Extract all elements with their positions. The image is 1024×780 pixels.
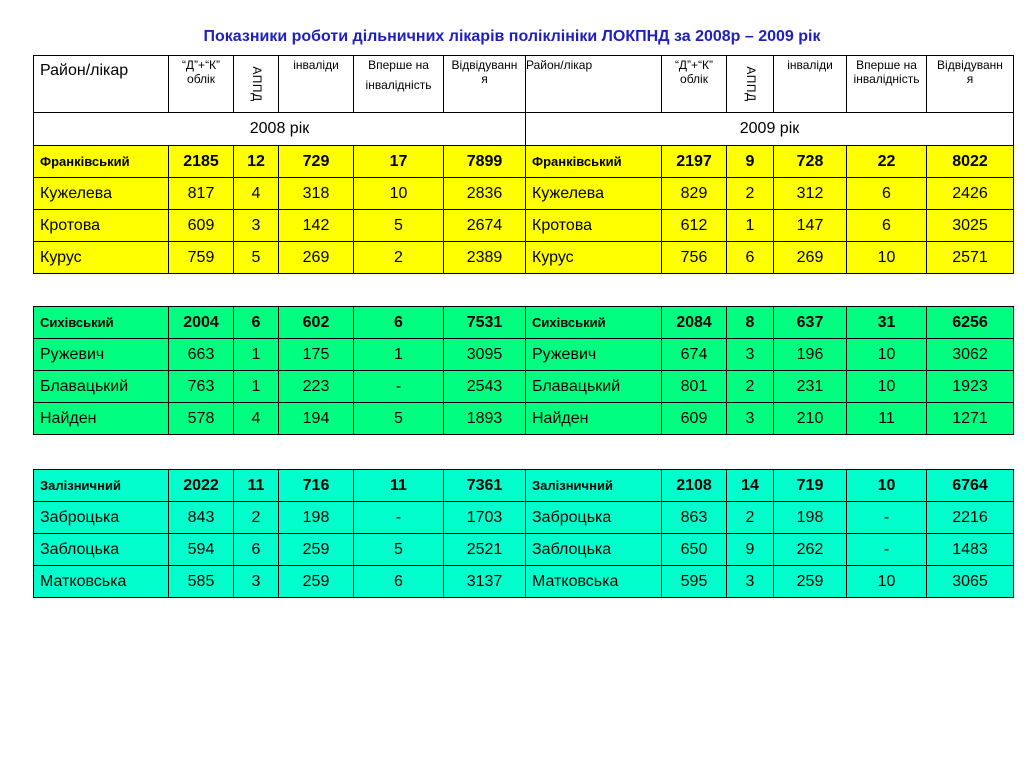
cell-value-i: 10 [847,242,927,274]
header-first-invalidity-2009: Вперше на інвалідність [847,56,927,113]
cell-value-j: 3025 [927,210,1014,242]
cell-value-c: 194 [279,403,354,435]
cell-value-j: 1271 [927,403,1014,435]
cell-value-d: 2 [354,242,444,274]
cell-value-i: 10 [847,339,927,371]
cell-value-g: 3 [727,566,774,598]
doctor-row [34,534,1014,566]
cell-value-c: 318 [279,178,354,210]
cell-value-d: 5 [354,403,444,435]
cell-name2008: Блавацький [34,371,169,403]
cell-value-d: 11 [354,470,444,502]
header-invalids-2009: інваліди [774,56,847,113]
cell-value-h: 210 [774,403,847,435]
cell-value-f: 595 [662,566,727,598]
cell-value-a: 759 [169,242,234,274]
header-district-doctor-2008: Район/лікар [34,56,169,113]
cell-value-i: 22 [847,146,927,178]
cell-value-h: 719 [774,470,847,502]
cell-value-j: 2571 [927,242,1014,274]
cell-value-c: 269 [279,242,354,274]
cell-value-b: 6 [234,534,279,566]
cell-value-d: 5 [354,210,444,242]
cell-value-g: 14 [727,470,774,502]
cell-value-b: 5 [234,242,279,274]
cell-value-b: 11 [234,470,279,502]
cell-name2008: Ружевич [34,339,169,371]
district-summary-row [34,146,1014,178]
cell-value-i: 11 [847,403,927,435]
cell-name2008: Курус [34,242,169,274]
cell-value-h: 147 [774,210,847,242]
cell-value-d: 1 [354,339,444,371]
cell-value-h: 259 [774,566,847,598]
cell-value-a: 594 [169,534,234,566]
cell-value-g: 1 [727,210,774,242]
cell-name2009: Заброцька [526,502,662,534]
cell-value-e: 7531 [444,307,526,339]
cell-value-j: 6764 [927,470,1014,502]
cell-value-j: 1483 [927,534,1014,566]
cell-value-g: 2 [727,502,774,534]
header-first-invalidity-2008: Вперше на інвалідність [354,56,444,113]
cell-value-j: 8022 [927,146,1014,178]
doctor-row [34,403,1014,435]
indicators-table-1 [33,55,1014,146]
cell-value-e: 2674 [444,210,526,242]
doctor-row [34,178,1014,210]
doctor-row [34,210,1014,242]
header-appd-2009: АППД [727,56,774,113]
section-zaliznychnyi [33,469,1014,598]
header-visits-2008: Відвідуванн я [444,56,526,113]
cell-value-e: 3137 [444,566,526,598]
cell-name2008: Заблоцька [34,534,169,566]
header-dk-2008: “Д”+“К” облік [169,56,234,113]
cell-value-i: 10 [847,566,927,598]
cell-value-e: 1893 [444,403,526,435]
cell-name2009: Блавацький [526,371,662,403]
doctor-row [34,502,1014,534]
cell-value-b: 3 [234,566,279,598]
cell-value-a: 609 [169,210,234,242]
cell-value-e: 2543 [444,371,526,403]
cell-name2009: Кротова [526,210,662,242]
cell-value-b: 3 [234,210,279,242]
header-invalids-2008: інваліди [279,56,354,113]
year-row [34,113,1014,146]
cell-value-e: 2836 [444,178,526,210]
cell-value-a: 2004 [169,307,234,339]
cell-value-g: 8 [727,307,774,339]
cell-value-d: 17 [354,146,444,178]
cell-value-e: 2521 [444,534,526,566]
cell-name2009: Заблоцька [526,534,662,566]
cell-value-a: 2185 [169,146,234,178]
cell-value-h: 231 [774,371,847,403]
cell-value-j: 2426 [927,178,1014,210]
cell-value-g: 3 [727,403,774,435]
cell-value-f: 756 [662,242,727,274]
cell-value-c: 716 [279,470,354,502]
cell-value-f: 801 [662,371,727,403]
header-dk-2009: “Д”+“К” облік [662,56,727,113]
doctor-row [34,242,1014,274]
cell-value-j: 2216 [927,502,1014,534]
cell-value-f: 2108 [662,470,727,502]
cell-value-c: 175 [279,339,354,371]
cell-value-d: 10 [354,178,444,210]
cell-value-b: 4 [234,403,279,435]
cell-value-e: 7899 [444,146,526,178]
cell-value-d: 6 [354,566,444,598]
section-sykhivskyi [33,306,1014,435]
cell-value-b: 2 [234,502,279,534]
cell-value-f: 2084 [662,307,727,339]
cell-value-h: 312 [774,178,847,210]
cell-value-j: 3065 [927,566,1014,598]
cell-value-i: 6 [847,178,927,210]
doctor-row [34,339,1014,371]
cell-value-f: 609 [662,403,727,435]
cell-value-a: 2022 [169,470,234,502]
cell-value-d: - [354,371,444,403]
cell-value-g: 9 [727,534,774,566]
cell-value-b: 12 [234,146,279,178]
year-2008-label: 2008 рік [34,113,526,146]
cell-value-g: 9 [727,146,774,178]
cell-value-c: 259 [279,534,354,566]
header-appd-2008: АППД [234,56,279,113]
cell-value-a: 763 [169,371,234,403]
cell-value-h: 637 [774,307,847,339]
cell-name2008: Заброцька [34,502,169,534]
cell-value-c: 259 [279,566,354,598]
cell-value-d: 5 [354,534,444,566]
cell-value-j: 6256 [927,307,1014,339]
cell-value-e: 2389 [444,242,526,274]
cell-value-h: 728 [774,146,847,178]
cell-value-a: 817 [169,178,234,210]
cell-value-c: 602 [279,307,354,339]
cell-value-i: 31 [847,307,927,339]
cell-value-f: 829 [662,178,727,210]
cell-value-f: 650 [662,534,727,566]
cell-value-i: 10 [847,470,927,502]
cell-name2008: Найден [34,403,169,435]
header-row [34,56,1014,113]
cell-value-f: 612 [662,210,727,242]
cell-value-b: 1 [234,339,279,371]
page-title: Показники роботи дільничних лікарів поліклініки ЛОКПНД за 2008р – 2009 рік [203,28,821,45]
cell-value-h: 269 [774,242,847,274]
district-summary-row [34,470,1014,502]
cell-value-a: 578 [169,403,234,435]
cell-name2008: Франківський [34,146,169,178]
cell-name2009: Сихівський [526,307,662,339]
cell-value-j: 1923 [927,371,1014,403]
cell-value-e: 3095 [444,339,526,371]
cell-value-c: 198 [279,502,354,534]
cell-value-g: 2 [727,371,774,403]
header-district-doctor-2009: Район/лікар [526,56,662,113]
cell-value-i: - [847,534,927,566]
cell-name2009: Залізничний [526,470,662,502]
cell-value-b: 4 [234,178,279,210]
cell-name2009: Ружевич [526,339,662,371]
cell-value-c: 223 [279,371,354,403]
doctor-row [34,566,1014,598]
cell-value-b: 6 [234,307,279,339]
cell-value-e: 1703 [444,502,526,534]
doctor-row [34,371,1014,403]
cell-value-b: 1 [234,371,279,403]
cell-value-d: 6 [354,307,444,339]
cell-value-c: 142 [279,210,354,242]
cell-value-h: 198 [774,502,847,534]
header-visits-2009: Відвідуванн я [927,56,1014,113]
cell-value-g: 2 [727,178,774,210]
cell-value-f: 2197 [662,146,727,178]
cell-name2008: Сихівський [34,307,169,339]
cell-value-f: 674 [662,339,727,371]
cell-name2008: Кротова [34,210,169,242]
cell-value-i: - [847,502,927,534]
cell-value-j: 3062 [927,339,1014,371]
year-2009-label: 2009 рік [526,113,1014,146]
cell-name2009: Матковська [526,566,662,598]
district-summary-row [34,307,1014,339]
cell-value-f: 863 [662,502,727,534]
section-frankivskyi [33,145,1014,274]
cell-value-g: 6 [727,242,774,274]
cell-value-e: 7361 [444,470,526,502]
cell-value-a: 843 [169,502,234,534]
cell-name2008: Залізничний [34,470,169,502]
cell-value-d: - [354,502,444,534]
cell-value-c: 729 [279,146,354,178]
cell-name2009: Кужелева [526,178,662,210]
cell-value-g: 3 [727,339,774,371]
cell-value-i: 6 [847,210,927,242]
cell-name2009: Франківський [526,146,662,178]
cell-value-h: 196 [774,339,847,371]
cell-value-i: 10 [847,371,927,403]
cell-value-a: 585 [169,566,234,598]
cell-name2009: Найден [526,403,662,435]
cell-value-h: 262 [774,534,847,566]
cell-name2009: Курус [526,242,662,274]
cell-name2008: Матковська [34,566,169,598]
cell-name2008: Кужелева [34,178,169,210]
cell-value-a: 663 [169,339,234,371]
